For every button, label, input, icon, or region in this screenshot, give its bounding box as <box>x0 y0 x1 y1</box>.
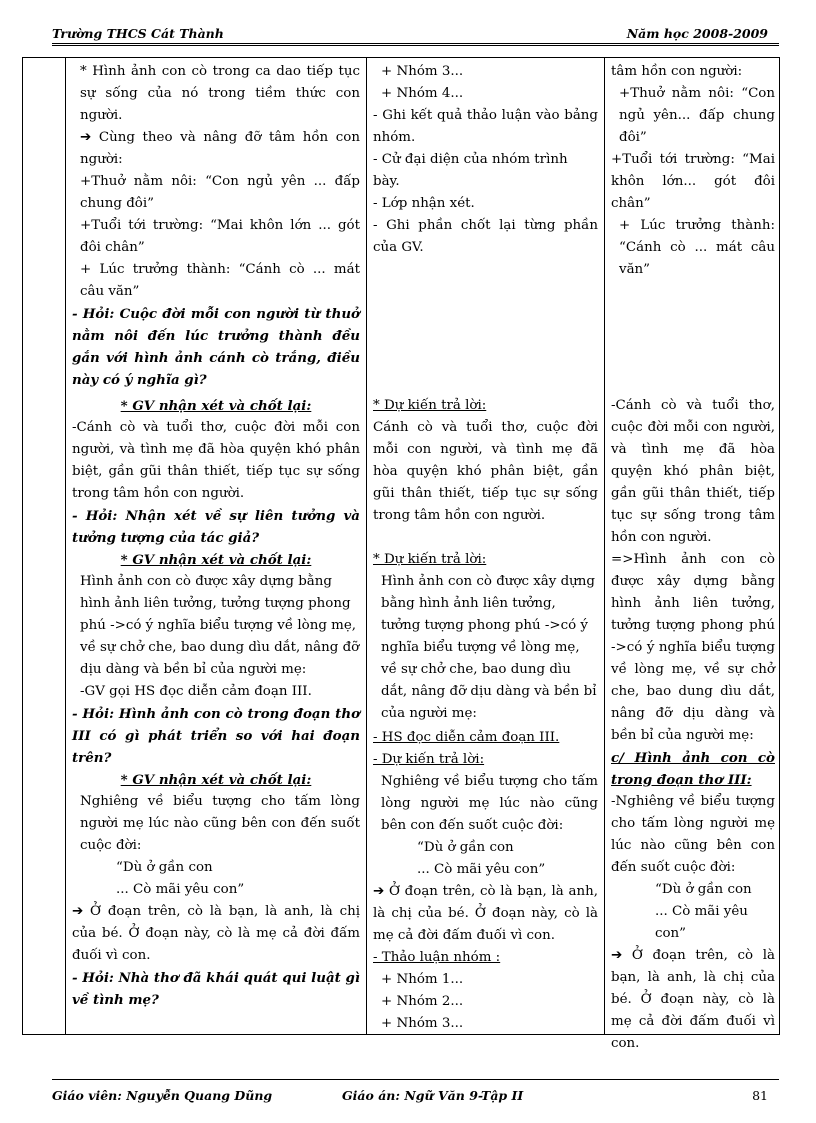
text-block: -Nghiêng về biểu tượng cho tấm lòng người mẹ lúc nào cũng bên con đến suốt cuộc đời: <box>611 794 775 875</box>
page-number: 81 <box>752 1088 768 1103</box>
text-block: +Tuổi tới trường: “Mai khôn lớn... gót đôi chân” <box>611 152 775 211</box>
question-text: - Hỏi: Nhận xét về sự liên tưởng và tưởng tượng của tác giả? <box>72 508 360 546</box>
text-block: Hình ảnh con cò được xây dựng bằng hình ảnh liên tưởng, tưởng tượng phong phú ->có ý nghĩa biểu tượng về lòng mẹ, về sự chở che, bao dung dìu dắt, nâng đỡ dịu dàng và bền bỉ của người mẹ: <box>80 574 360 677</box>
question-text: - Hỏi: Nhà thơ đã khái quát qui luật gì về tình mẹ? <box>72 970 360 1008</box>
text-block: - Cử đại diện của nhóm trình bày. <box>373 152 568 189</box>
text-block: -Cánh cò và tuổi thơ, cuộc đời mỗi con người, và tình mẹ đã hòa quyện khó phân biệt, gần gũi thân thiết, tiếp tục sự sống trong tâm hồn con người. <box>72 420 360 501</box>
text-block: +Thuở nằm nôi: “Con ngủ yên... đấp chung đôi” <box>619 86 775 145</box>
group-discussion-label: - Thảo luận nhóm : <box>373 950 501 965</box>
text-block: - HS đọc diễn cảm đoạn III. <box>373 730 560 745</box>
text-block: Nghiêng về biểu tượng cho tấm lòng người mẹ lúc nào cũng bên con đến suốt cuộc đời: <box>381 774 598 833</box>
expected-answer-label: - Dự kiến trả lời: <box>373 752 485 767</box>
column-student-activity <box>367 58 605 1034</box>
text-block: - Lớp nhận xét. <box>373 196 475 211</box>
section-heading: c/ Hình ảnh con cò trong đoạn thơ III: <box>611 750 775 788</box>
poem-line: “Dù ở gần con <box>655 882 752 897</box>
text-block: + Nhóm 3... <box>381 64 464 79</box>
text-block: - Ghi phần chốt lại từng phần của GV. <box>373 218 598 255</box>
question-text: - Hỏi: Cuộc đời mỗi con người từ thuở nằm nôi đến lúc trưởng thành đều gắn với hình ảnh cánh cò trắng, điều này có ý nghĩa gì? <box>72 306 360 388</box>
text-block: +Tuổi tới trường: “Mai khôn lớn ... gót đôi chân” <box>80 218 360 255</box>
lesson-table <box>22 57 780 1051</box>
text-block: ➔ Cùng theo và nâng đỡ tâm hồn con người: <box>80 130 360 167</box>
text-block: ➔ Ở đoạn trên, cò là bạn, là anh, là chị của bé. Ở đoạn này, cò là mẹ cả đời đấm đuối vì con. <box>373 884 598 943</box>
poem-line: ... Cò mãi yêu con” <box>655 904 748 941</box>
text-block: Cánh cò và tuổi thơ, cuộc đời mỗi con người, và tình mẹ đã hòa quyện khó phân biệt, gần gũi thân thiết, tiếp tục sự sống trong tâm hồn con người. <box>373 420 598 523</box>
gv-conclusion-heading: * GV nhận xét và chốt lại: <box>120 398 312 414</box>
page-footer <box>52 1082 768 1102</box>
gv-conclusion-heading: * GV nhận xét và chốt lại: <box>120 552 312 568</box>
text-block: -Cánh cò và tuổi thơ, cuộc đời mỗi con người, và tình mẹ đã hòa quyện khó phân biệt, gần gũi thân thiết, tiếp tục sự sống trong tâm hồn con người. <box>611 398 775 545</box>
text-block: * Hình ảnh con cò trong ca dao tiếp tục sự sống của nó trong tiềm thức con người. <box>80 64 360 123</box>
text-block: + Nhóm 4... <box>381 86 464 101</box>
expected-answer-label: * Dự kiến trả lời: <box>373 398 487 413</box>
text-block: + Lúc trưởng thành: “Cánh cò ... mát câu văn” <box>80 262 360 299</box>
text-block: + Nhóm 2... <box>381 994 464 1009</box>
poem-line: ... Cò mãi yêu con” <box>116 882 245 897</box>
text-block: ➔ Ở đoạn trên, cò là bạn, là anh, là chị của bé. Ở đoạn này, cò là mẹ cả đời đấm đuối vì con. <box>611 948 775 1051</box>
text-block: -GV gọi HS đọc diễn cảm đoạn III. <box>80 684 312 699</box>
poem-line: “Dù ở gần con <box>116 860 213 875</box>
column-content <box>605 58 781 1051</box>
text-block: tâm hồn con người: <box>611 64 743 79</box>
footer-rule <box>52 1079 779 1080</box>
gv-conclusion-heading: * GV nhận xét và chốt lại: <box>120 772 312 788</box>
column-step <box>23 58 66 1034</box>
text-block: + Nhóm 3... <box>381 1016 464 1031</box>
teacher-name: Giáo viên: Nguyễn Quang Dũng <box>52 1088 273 1103</box>
expected-answer-label: * Dự kiến trả lời: <box>373 552 487 567</box>
text-block: + Nhóm 1... <box>381 972 464 987</box>
header-rule <box>52 43 779 46</box>
question-text: - Hỏi: Hình ảnh con cò trong đoạn thơ III có gì phát triển so với hai đoạn trên? <box>72 706 360 766</box>
text-block: +Thuở nằm nôi: “Con ngủ yên ... đấp chung đôi” <box>80 174 360 211</box>
school-name: Trường THCS Cát Thành <box>52 26 224 41</box>
text-block: Nghiêng về biểu tượng cho tấm lòng người mẹ lúc nào cũng bên con đến suốt cuộc đời: <box>80 794 360 853</box>
school-year: Năm học 2008-2009 <box>626 26 768 41</box>
text-block: + Lúc trưởng thành: “Cánh cò ... mát câu văn” <box>619 218 775 277</box>
text-block: - Ghi kết quả thảo luận vào bảng nhóm. <box>373 108 598 145</box>
poem-line: ... Cò mãi yêu con” <box>417 862 546 877</box>
text-block: ➔ Ở đoạn trên, cò là bạn, là anh, là chị của bé. Ở đoạn này, cò là mẹ cả đời đấm đuối vì con. <box>72 904 360 963</box>
text-block: Hình ảnh con cò được xây dựng bằng hình ảnh liên tưởng, tưởng tượng phong phú ->có ý nghĩa biểu tượng về lòng mẹ, về sự chở che, bao dung dìu dắt, nâng đỡ dịu dàng và bền bỉ của người mẹ: <box>381 574 597 721</box>
poem-line: “Dù ở gần con <box>417 840 514 855</box>
column-teacher-activity <box>66 58 367 1034</box>
subject-name: Giáo án: Ngữ Văn 9-Tập II <box>342 1088 524 1103</box>
text-block: =>Hình ảnh con cò được xây dựng bằng hình ảnh liên tưởng, tưởng tượng phong phú ->có ý nghĩa biểu tượng về lòng mẹ, về sự chở che, bao dung dìu dắt, nâng đỡ dịu dàng và bền bỉ của người mẹ: <box>611 552 775 743</box>
